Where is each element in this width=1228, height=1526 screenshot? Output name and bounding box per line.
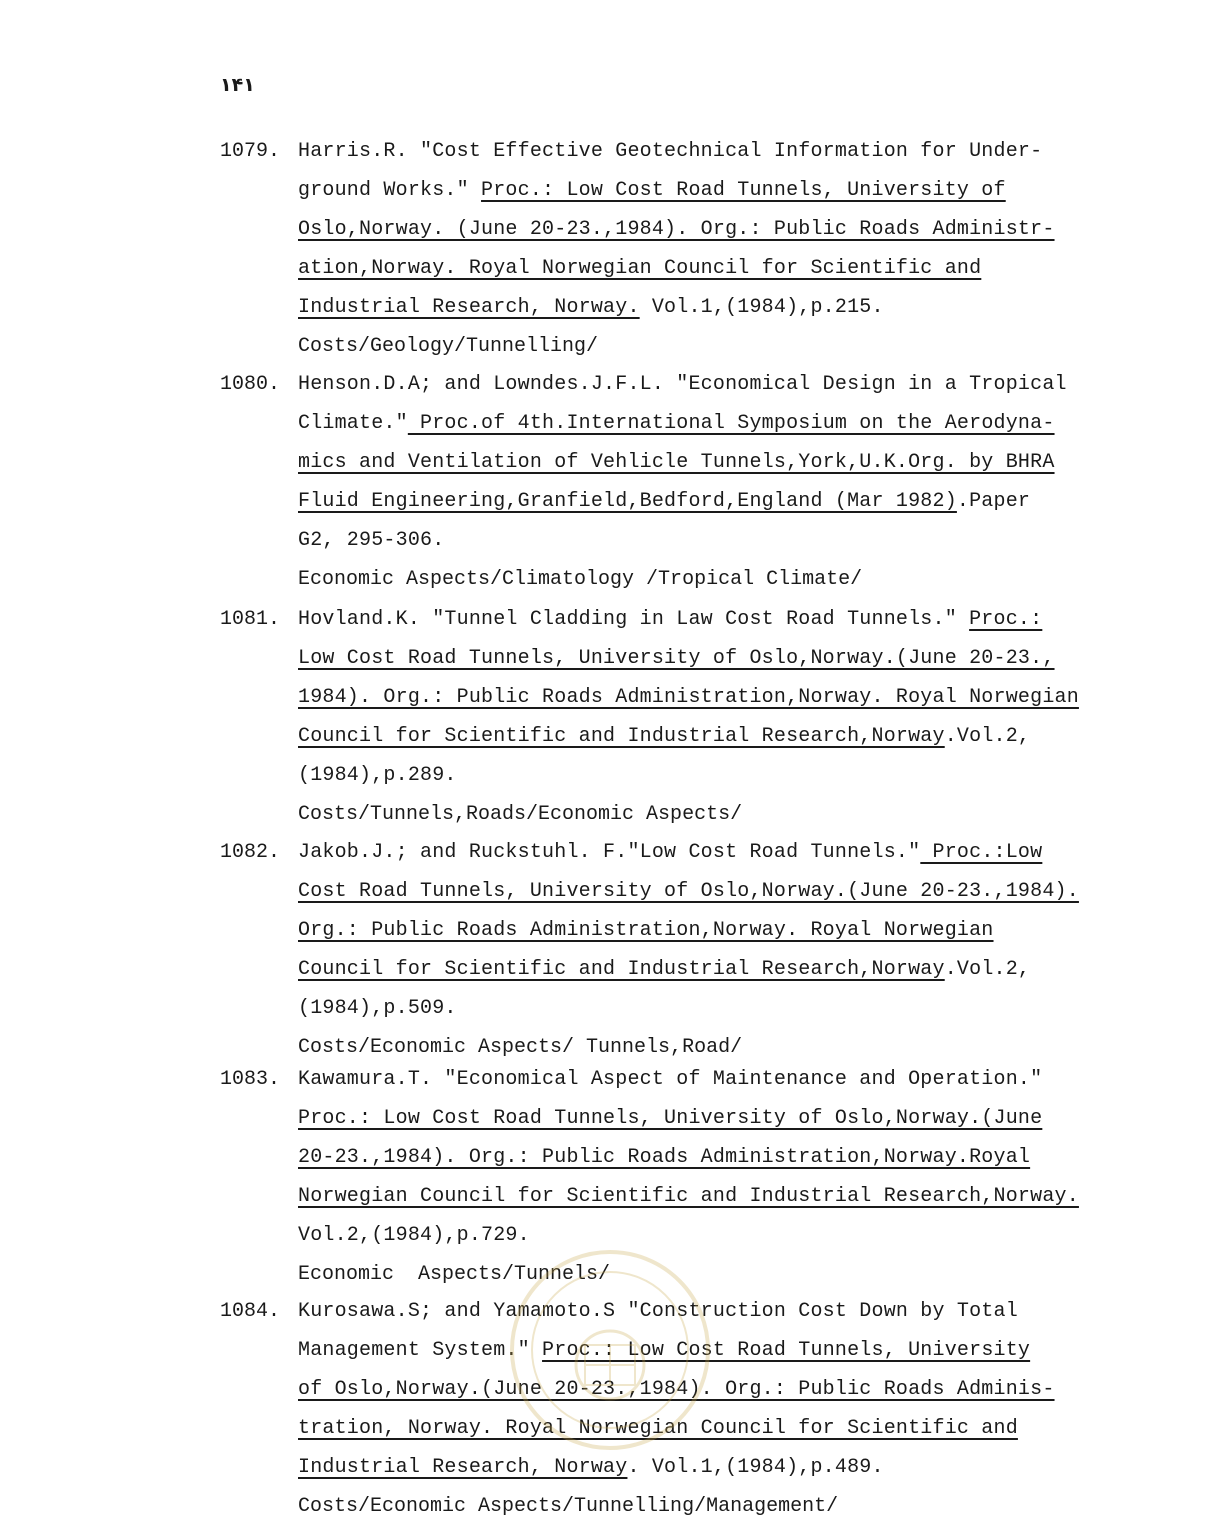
citation-line: [298, 600, 1042, 639]
citation-line: [298, 1331, 1030, 1370]
citation-text: Climate.": [298, 412, 408, 435]
citation-text: Kawamura.T. "Economical Aspect of Maintenance and Operation.": [298, 1068, 1043, 1091]
citation-line: [298, 132, 1042, 171]
citation-line: [298, 1060, 1042, 1099]
source-text: Proc.: Low Cost Road Tunnels, University of: [481, 179, 1006, 202]
source-text: Industrial Research, Norway: [298, 1456, 628, 1479]
source-text: tration, Norway. Royal Norwegian Council for Scientific and: [298, 1417, 1018, 1440]
citation-text: .Vol.2,: [944, 725, 1031, 748]
source-text: of Oslo,Norway.(June 20-23.,1984). Org.: Public Roads Adminis-: [298, 1378, 1055, 1401]
source-text: 20-23.,1984). Org.: Public Roads Administration,Norway.Royal: [298, 1146, 1031, 1169]
citation-line: [298, 1177, 1079, 1216]
entry-number: 1079.: [220, 140, 281, 163]
citation-line: [298, 678, 1079, 717]
source-text: 1984). Org.: Public Roads Administration,Norway. Royal Norwegian: [298, 686, 1079, 709]
citation-line: [298, 1448, 884, 1487]
citation-text: (1984),p.509.: [298, 997, 457, 1020]
source-text: Council for Scientific and Industrial Research,Norway: [298, 725, 945, 748]
entry-number: 1083.: [220, 1068, 281, 1091]
citation-line: [298, 404, 1055, 443]
source-text: Proc.: Low Cost Road Tunnels, University: [542, 1339, 1031, 1362]
source-text: mics and Ventilation of Vehlicle Tunnels,York,U.K.Org. by BHRA: [298, 451, 1055, 474]
citation-line: [298, 365, 1067, 404]
citation-line: [298, 249, 981, 288]
entry-number: 1080.: [220, 373, 281, 396]
citation-text: Vol.1,(1984),p.215.: [639, 296, 884, 319]
citation-text: .Paper: [956, 490, 1031, 513]
citation-line: [298, 521, 444, 560]
citation-line: [298, 872, 1079, 911]
source-text: Low Cost Road Tunnels, University of Oslo,Norway.(June 20-23.,: [298, 647, 1055, 670]
citation-line: [298, 1409, 1018, 1448]
citation-text: Henson.D.A; and Lowndes.J.F.L. "Economical Design in a Tropical: [298, 373, 1067, 396]
keywords: Economic Aspects/Tunnels/: [298, 1263, 611, 1286]
entry-number: 1084.: [220, 1300, 281, 1323]
citation-line: [298, 482, 1030, 521]
citation-line: [298, 1138, 1030, 1177]
citation-text: Harris.R. "Cost Effective Geotechnical Information for Under-: [298, 140, 1043, 163]
citation-text: Hovland.K. "Tunnel Cladding in Law Cost Road Tunnels.": [298, 608, 970, 631]
entry-number: 1082.: [220, 841, 281, 864]
citation-line: [298, 833, 1042, 872]
keywords: Costs/Economic Aspects/ Tunnels,Road/: [298, 1036, 743, 1059]
source-text: Council for Scientific and Industrial Research,Norway: [298, 958, 945, 981]
keywords: Costs/Tunnels,Roads/Economic Aspects/: [298, 803, 743, 826]
source-text: Fluid Engineering,Granfield,Bedford,England (Mar 1982): [298, 490, 957, 513]
citation-line: [298, 443, 1055, 482]
source-text: Proc.:: [969, 608, 1043, 631]
citation-text: G2, 295-306.: [298, 529, 445, 552]
keywords: Costs/Economic Aspects/Tunnelling/Management/: [298, 1495, 839, 1518]
source-text: Proc.of 4th.International Symposium on the Aerodyna-: [407, 412, 1055, 435]
keywords: Costs/Geology/Tunnelling/: [298, 335, 599, 358]
source-text: Cost Road Tunnels, University of Oslo,Norway.(June 20-23.,1984).: [298, 880, 1079, 903]
citation-line: [298, 639, 1055, 678]
source-text: Proc.: Low Cost Road Tunnels, University of Oslo,Norway.(June: [298, 1107, 1043, 1130]
source-text: Norwegian Council for Scientific and Industrial Research,Norway.: [298, 1185, 1079, 1208]
citation-text: ground Works.": [298, 179, 482, 202]
citation-text: .Vol.2,: [944, 958, 1031, 981]
citation-line: [298, 756, 457, 795]
citation-line: [298, 1370, 1055, 1409]
page-number: ۱۴۱: [220, 74, 255, 96]
citation-text: Kurosawa.S; and Yamamoto.S "Construction Cost Down by Total: [298, 1300, 1018, 1323]
citation-line: [298, 1216, 530, 1255]
citation-line: [298, 911, 994, 950]
citation-line: [298, 989, 457, 1028]
keywords: Economic Aspects/Climatology /Tropical Climate/: [298, 568, 863, 591]
entry-number: 1081.: [220, 608, 281, 631]
citation-line: [298, 171, 1006, 210]
source-text: ation,Norway. Royal Norwegian Council for Scientific and: [298, 257, 982, 280]
citation-text: Vol.2,(1984),p.729.: [298, 1224, 530, 1247]
citation-line: [298, 1099, 1042, 1138]
citation-line: [298, 717, 1030, 756]
source-text: Industrial Research, Norway.: [298, 296, 640, 319]
citation-text: Management System.": [298, 1339, 543, 1362]
source-text: Proc.:Low: [920, 841, 1043, 864]
citation-line: [298, 210, 1055, 249]
citation-text: Jakob.J.; and Ruckstuhl. F."Low Cost Road Tunnels.": [298, 841, 921, 864]
source-text: Oslo,Norway. (June 20-23.,1984). Org.: Public Roads Administr-: [298, 218, 1055, 241]
citation-text: . Vol.1,(1984),p.489.: [627, 1456, 884, 1479]
source-text: Org.: Public Roads Administration,Norway. Royal Norwegian: [298, 919, 994, 942]
citation-line: [298, 1292, 1018, 1331]
citation-line: [298, 950, 1030, 989]
citation-line: [298, 288, 884, 327]
citation-text: (1984),p.289.: [298, 764, 457, 787]
